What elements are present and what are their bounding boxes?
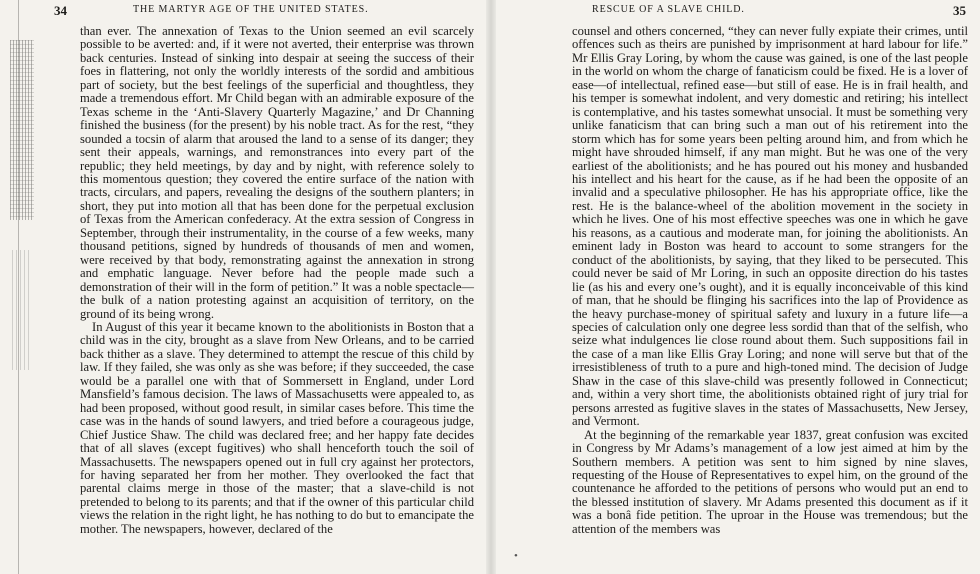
right-page-number: 35 [953, 3, 966, 18]
left-paragraph-2: In August of this year it became known to the abolitionists in Boston that a child was in the city, brought as a slave from New Orleans, and to be carried back thither as a slave. They determined to attempt the rescue of this child by law. If they failed, she was only as she was before; if they succeeded, the case would be a parallel one with that of Sommersett in England, under Lord Mansfield’s famous decision. The laws of Massachusetts were appealed to, as had been proposed, without good result, in similar cases before. This time the case was in the hands of sound lawyers, and tried before a courageous judge, Chief Justice Shaw. The child was declared free; and her happy fate decides that of all slaves (except fugitives) who shall henceforth touch the soil of Massachusetts. The newspapers opened out in full cry against her protectors, for having separated her from her mother. They overlooked the fact that parental claims merge in those of the master; that a slave-child is not pretended to belong to its parents; and that if the owner of this particular child views the relation in the right light, he has nothing to do but to emancipate the mother. The newspapers, however, declared of the [80, 319, 474, 536]
left-page-number: 34 [54, 3, 67, 18]
left-header-title: THE MARTYR AGE OF THE UNITED STATES. [133, 4, 369, 15]
left-running-head [54, 3, 459, 17]
right-paragraph-1: counsel and others concerned, “they can never fully expiate their crimes, until offences such as theirs are punished by imprisonment at hard labour for life.” Mr Ellis Gray Loring, by whom the cause was gained, is one of the last people in the world on whom the charge of fanaticism could be fixed. He is a lover of ease—of intellectual, refined ease—but still of ease. He is in frail health, and his temper is somewhat indolent, and very domestic and retiring; his intellect is contemplative, and his tastes somewhat unsocial. It must be something very unlike fanaticism that can bring such a man out of his retirement into the storm which has for some years been pelting around him, and from which he might have shrouded himself, if any man might. But he was one of the very earliest of the abolitionists; and he has poured out his money and husbanded his intellect and his heart for the cause, as if he had been the opposite of an invalid and a speculative philosopher. He has his appropriate office, like the rest. He is the balance-wheel of the abolition movement in the society in which he lives. One of his most effective speeches was one in which he gave his reasons, as a cautious and moderate man, for joining the abolitionists. An eminent lady in Boston was heard to account to some strangers for the conduct of the abolitionists, by saying, that they liked to be persecuted. This could never be said of Mr Loring, in such an opposite direction do his tastes lie (as his and every one’s ought), and it is equally inconceivable of this kind of man, that he should be flinging his sacrifices into the lap of Providence as the heavy purchase-money of spiritual safety and luxury in a future life—a species of calculation only one degree less sordid than that of the selfish, who seize what indulgences lie close round about them. Such suppositions fail in the case of a man like Ellis Gray Loring; and none will serve but that of the irresistibleness of truth to a pure and high-toned mind. The decision of Judge Shaw in the case of this slave-child was presently followed in Connecticut; and, within a very short time, the abolitionists obtained right of jury trial for persons arrested as fugitive slaves in the states of Massachusetts, New Jersey, and Vermont. [572, 24, 968, 429]
right-page [490, 0, 980, 574]
left-paragraph-1: than ever. The annexation of Texas to the Union seemed an evil scarcely possible to be averted: and, if it were not averted, their enterprise was thrown back centuries. Instead of sinking into despair at seeing the success of their foes in flattering, not only the worldly interests of the sordid and ambitious part of society, but the best feelings of the superficial and thoughtless, they made a tremendous effort. Mr Child began with an admirable exposure of the Texas scheme in the ‘Anti-Slavery Quarterly Magazine,’ and Dr Channing finished the business (for the present) by his noble tract. As for the rest, “they sounded a tocsin of alarm that aroused the land to a sense of its danger; they sent their appeals, warnings, and remonstrances into every part of the republic; they held meetings, by day and by night, with reference solely to this momentous question; they covered the entire surface of the nation with tracts, circulars, and papers, revealing the designs of the southern planters; in short, they put into motion all that has been done for the perpetual exclusion of Texas from the American confederacy. At the extra session of Congress in September, through their instrumentality, in the course of a few weeks, many thousand petitions, signed by hundreds of thousands of men and women, were received by that body, remonstrating against the annexation in strong and emphatic language. Never before had the people made such a demonstration of their will in the form of petition.” It was a noble spectacle—the bulk of a nation protesting against an acquisition of territory, on the ground of its being wrong. [80, 24, 474, 321]
right-body-text [572, 25, 968, 536]
right-running-head [592, 3, 966, 17]
right-paragraph-2: At the beginning of the remarkable year 1837, great confusion was excited in Congress by Mr Adams’s management of a low jest aimed at him by the Southern members. A petition was sent to him signed by nine slaves, requesting of the House of Representatives to expel him, on the ground of the countenance he afforded to the petitions of persons who would put an end to the blessed institution of slavery. Mr Adams presented this document as if it was a bonâ fide petition. The uproar in the House was tremendous; but the attention of the members was [572, 427, 968, 536]
stray-ink-mark: • [514, 550, 518, 562]
left-body-text [80, 25, 474, 536]
right-header-title: RESCUE OF A SLAVE CHILD. [592, 4, 745, 15]
